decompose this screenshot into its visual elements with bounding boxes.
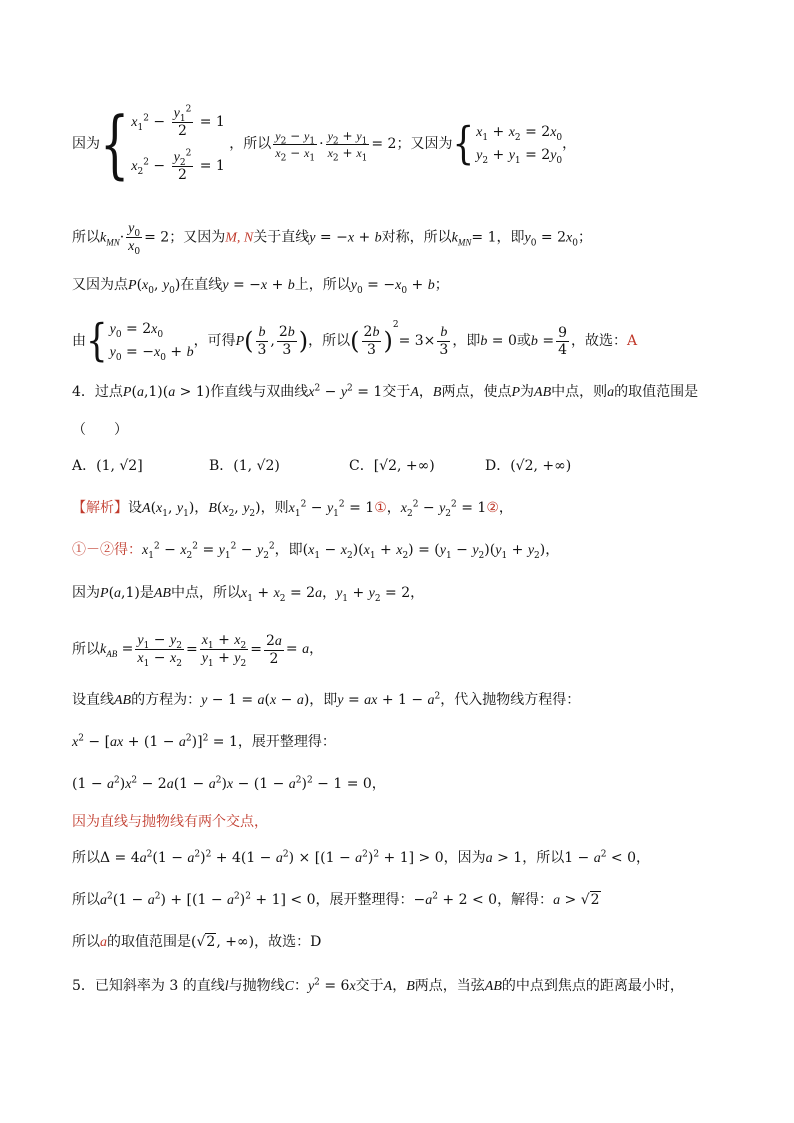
option-a[interactable]: A．(1, √2] — [72, 458, 143, 474]
brace: { — [452, 118, 475, 170]
text-so: 所以 — [72, 934, 100, 950]
analysis-tag: 【解析】 — [72, 500, 128, 516]
marker-1: ① — [374, 500, 387, 516]
text-semicolon: ； — [577, 229, 592, 246]
q4-text6: 中点，则 — [551, 384, 608, 400]
q5-text3: 交于 — [355, 978, 384, 994]
text-is: 是 — [139, 585, 154, 601]
text-from: 由 — [72, 333, 86, 349]
solution-discriminant: 所以$\Delta = 4a^2(1 - a^2)^2 + 4(1 - a^2) \times [(1 - a^2)^2 + 1] > 0$，因为a > 1，所以$1 - a^2 < 0$， — [72, 849, 651, 866]
question-4-stem: 4．过点P(a,1)(a > 1)作直线与双曲线$x^2 - y^2 = 1$交于A，B两点，使点P为AB中点，则a的取值范围是 — [72, 383, 699, 400]
option-c[interactable]: C．[√2, +∞) — [349, 458, 435, 474]
text-b: 在直线 — [180, 277, 223, 293]
text-equation-is: 的方程为： — [131, 692, 202, 708]
text-because: 因为 — [72, 136, 100, 152]
text-c: 上，所以 — [294, 277, 351, 293]
text-two-intersections: 因为直线与抛物线有两个交点， — [72, 814, 268, 830]
text-comma: ， — [562, 136, 577, 152]
equation-system-2: $x_1 + x_2 = 2x_0$ $y_2 + y_1 = 2y_0$ — [476, 124, 563, 166]
solution-substituted: $x^2 - [ax + (1 - a^2)]^2 = 1$，展开整理得： — [72, 733, 336, 750]
text-part2: 关于直线 — [253, 229, 310, 246]
text-expand: ，展开整理得： — [237, 734, 336, 750]
text-equals-2: = 2；又因为 — [371, 136, 453, 152]
q4-text3: 交于 — [382, 384, 411, 400]
answer-letter: A — [626, 333, 638, 349]
text-so: 所以 — [72, 892, 100, 908]
text-choose: ，故选：D — [254, 934, 322, 950]
question-4-blank — [72, 420, 734, 440]
q5-text5: 的中点到焦点的距离最小时， — [501, 978, 684, 994]
text-so: ，所以 — [522, 850, 565, 866]
text-or: 或 — [516, 333, 531, 349]
subtract-label: ①－②得： — [72, 542, 142, 558]
q4-text1: 4．过点 — [72, 384, 123, 400]
text-substitute: ，代入抛物线方程得： — [440, 692, 581, 708]
q5-text4: 两点，当弦 — [414, 978, 485, 994]
solution-line-system: 因为{ $x_1^2$ − $\frac{y_1^2}{2}$ = 1 $x_2^2$ − $\frac{y_2^2}{2}$ = 1 ，所以 $\frac{y_2 - y_1}{x_2 - x_1}$ · $\frac{y_2 + y_1}{x_2 + x_1}$ = 2；又因为{ $x_1 + x_2 = 2x_0$ $y_2 + y_1 = 2y_0$ ， — [72, 100, 577, 188]
text-so: 所以 — [72, 229, 100, 246]
option-b[interactable]: B．(1, √2) — [209, 458, 280, 474]
text-because: ，因为 — [443, 850, 486, 866]
text-semicolon: ； — [434, 277, 449, 293]
q5-text2: 与抛物线 — [228, 978, 285, 994]
solution-inequality: 所以$a^2(1 - a^2) + [(1 - a^2)^2 + 1] < 0$，展开整理得：$-a^2 + 2 < 0$，解得：a > √2 — [72, 891, 600, 908]
text-because: 因为 — [72, 585, 100, 601]
solution-conclusion: 所以a的取值范围是(√2, +∞)，故选：D — [72, 934, 322, 950]
q4-text4: 两点，使点 — [441, 384, 512, 400]
text-so: ，所以 — [308, 333, 351, 349]
solution-line-point-p: 又因为点$P(x_0$, $y_0$)在直线y = −x + b上，所以$y_0 = -x_0 + b$； — [72, 277, 449, 296]
text-solve: ，解得： — [497, 892, 554, 908]
solution-line-result: 由{ $y_0 = 2x_0$ $y_0 = -x_0 + b$ ，可得P( $\frac{b}{3}$ , $\frac{2b}{3}$ )，所以( $\frac{2b}{3}$ )$^2$= 3× $\frac{b}{3}$ ，即b = 0或b = $\frac{9}{4}$ ，故选：A — [72, 315, 638, 367]
text-then: ，即 — [452, 333, 481, 349]
text-part3: 对称，所以 — [381, 229, 452, 246]
text-range: 的取值范围是 — [107, 934, 191, 950]
text-so-with: ，所以 — [229, 136, 272, 152]
text-a: 又因为点 — [72, 277, 128, 293]
text-midpoint-so: 中点，所以 — [170, 585, 241, 601]
answer-blank: （ ） — [72, 422, 128, 438]
brace: { — [100, 100, 130, 188]
solution-line-eq: 设直线AB的方程为：y − 1 = a(x − a)，即y = ax + $1 - a^2$，代入抛物线方程得： — [72, 691, 581, 708]
q4-text7: 的取值范围是 — [614, 384, 699, 400]
solution-subtract: ①－②得：$x_1^2 - x_2^2 = y_1^2 - y_2^2$，即$(x_1 - x_2)(x_1 + x_2) = (y_1 - y_2)(y_1 + y_2)$， — [72, 541, 560, 561]
solution-quadratic: $(1 - a^2)x^2 - 2a(1 - a^2)x - (1 - a^2)^2 - 1 = 0$， — [72, 775, 386, 792]
equation-system: $x_1^2$ − $\frac{y_1^2}{2}$ = 1 $x_2^2$ − $\frac{y_2^2}{2}$ = 1 — [131, 104, 225, 183]
solution-line-kmn: 所以$k_{MN}\cdot$ $\frac{y_0}{x_0}$ = 2；又因为M, N关于直线y = −x + b对称，所以$k_{MN}= 1$，即$y_0 = 2x_0$； — [72, 221, 592, 257]
solution-intro: 【解析】设$A(x_1$, $y_1$)，$B(x_2$, $y_2$)，则$x_1^2 - y_1^2$ = 1①，$x_2^2 - y_2^2$ = 1②， — [72, 499, 513, 519]
solution-two-points — [72, 812, 734, 832]
text-set: 设 — [128, 500, 142, 516]
text-set-line: 设直线 — [72, 692, 114, 708]
text-ie: ，即 — [309, 692, 338, 708]
text-get-p: ，可得 — [193, 333, 236, 349]
text-expand: ，展开整理得： — [315, 892, 414, 908]
text-ie: ，即 — [274, 542, 303, 558]
option-d[interactable]: D．(√2, +∞) — [485, 458, 572, 474]
text-part1: = 2；又因为 — [144, 229, 226, 246]
q4-text5: 为 — [520, 384, 535, 400]
solution-slope: 所以$k_{AB}$ = $\frac{y_1 - y_2}{x_1 - x_2}$ = $\frac{x_1 + x_2}{y_1 + y_2}$ = $\frac{2a}{2}$ = a， — [72, 632, 324, 669]
text-choose: ，故选： — [570, 333, 627, 349]
text-eq: = 3× — [398, 333, 436, 349]
text-so: 所以 — [72, 850, 100, 866]
question-5-stem: 5．已知斜率为 3 的直线l与抛物线C：$y^2 = 6x$交于A，B两点，当弦AB的中点到焦点的距离最小时， — [72, 977, 684, 994]
marker-2: ② — [486, 500, 499, 516]
text-then: ，则 — [260, 500, 289, 516]
q4-text2: 作直线与双曲线 — [210, 384, 309, 400]
text-part4: = 1，即 — [471, 229, 525, 246]
solution-midpoint: 因为P(a,1)是AB中点，所以$x_1 + x_2 = 2a$，$y_1 + y_2 = 2$， — [72, 585, 425, 604]
text-so: 所以 — [72, 641, 100, 658]
q5-text1: 5．已知斜率为 3 的直线 — [72, 978, 225, 994]
text-points-mn: M, N — [225, 230, 254, 246]
